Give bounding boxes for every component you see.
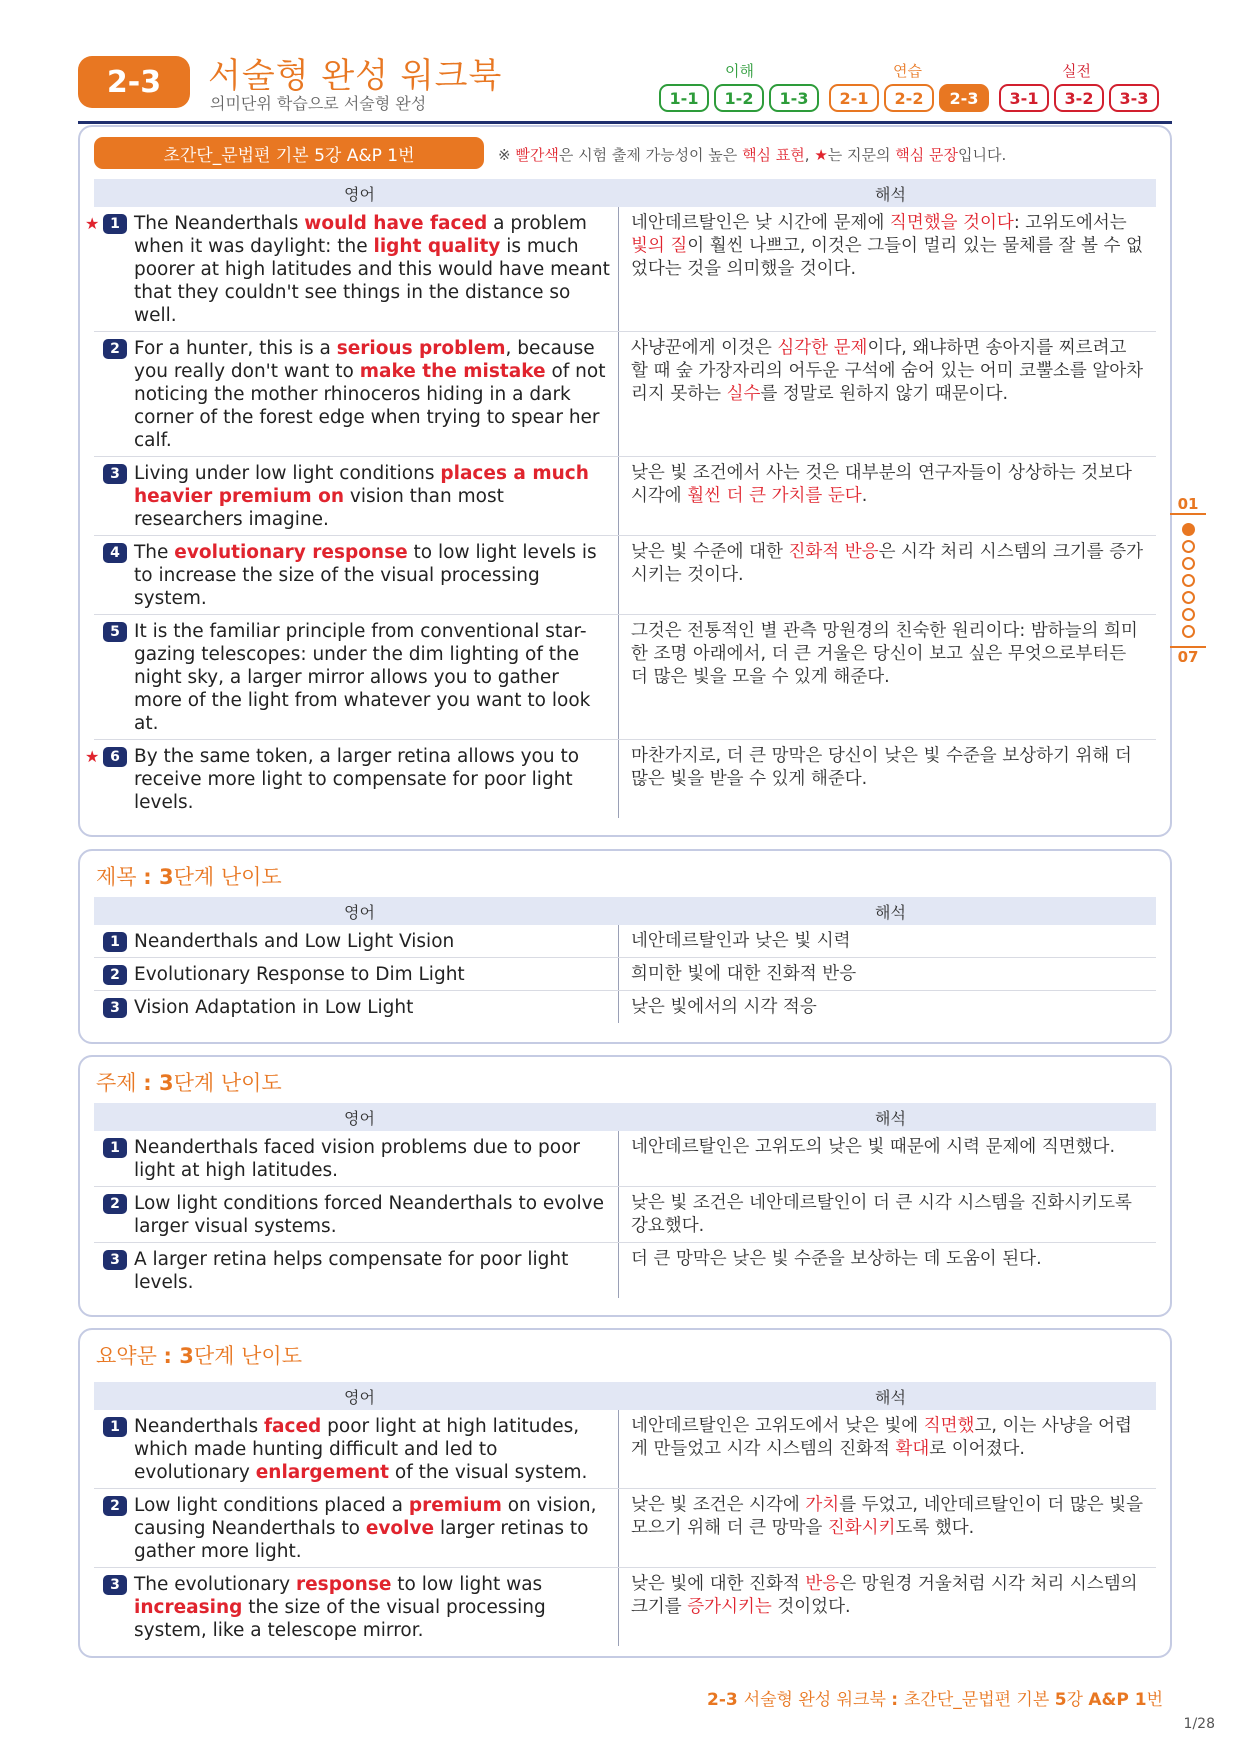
sentence-number-badge: 1	[103, 214, 127, 234]
sentence-text: By the same token, a larger retina allows you to receive more light to compensate for poor light levels.	[134, 746, 580, 813]
sentence-text: a problem when it was daylight: the	[134, 213, 587, 257]
sentence-text: on vision, causing Neanderthals to	[134, 1495, 597, 1539]
translation-text: 낮은 빛에 대한 진화적	[631, 1574, 806, 1594]
english-cell	[94, 332, 619, 456]
sentence-text: Living under low light conditions	[134, 463, 441, 484]
english-cell	[94, 615, 619, 739]
sentence-text: vision than most researchers imagine.	[134, 486, 504, 530]
korean-cell	[619, 457, 1156, 535]
progress-dot[interactable]	[1182, 523, 1195, 536]
key-expression: 직면했을 것이다	[889, 213, 1014, 233]
table-header	[94, 1103, 1156, 1131]
korean-cell	[619, 1243, 1156, 1298]
step-button-3-1[interactable]: 3-1	[999, 84, 1049, 112]
table-row	[94, 332, 1156, 457]
legend-note: ※ 빨간색은 시험 출제 가능성이 높은 핵심 표현, ★는 지문의 핵심 문장입니다.	[498, 146, 1007, 164]
step-button-3-2[interactable]: 3-2	[1054, 84, 1104, 112]
step-button-3-3[interactable]: 3-3	[1109, 84, 1159, 112]
sentence-number-badge: 2	[103, 1496, 127, 1516]
key-expression: serious problem	[336, 338, 506, 359]
section-heading: 제목 : 3단계 난이도	[96, 865, 282, 889]
key-expression: increasing	[134, 1597, 243, 1618]
translation-text: 희미한 빛에 대한 진화적 반응	[631, 964, 857, 984]
key-expression: 실수	[726, 384, 761, 404]
key-expression: light quality	[373, 236, 501, 257]
translation-text: .	[861, 486, 868, 506]
english-cell	[94, 1410, 619, 1488]
column-header-korean: 해석	[875, 1387, 906, 1407]
korean-cell	[619, 925, 1156, 957]
passage-section	[78, 125, 1172, 837]
key-expression: make the mistake	[359, 361, 546, 382]
sentence-number-badge: 2	[103, 965, 127, 985]
translation-text: 것이었다.	[771, 1597, 851, 1617]
english-cell	[94, 958, 619, 990]
translation-text: 낮은 빛 조건에서 사는 것은 대부분의 연구자들이 상상하는 것보다 시각에	[631, 463, 1132, 506]
key-expression: premium	[408, 1495, 502, 1516]
sentence-text: The	[134, 542, 175, 563]
key-expression: 증가시키는	[687, 1597, 772, 1617]
lesson-badge: 2-3	[78, 56, 190, 108]
key-expression: 확대	[895, 1439, 930, 1459]
key-expression: would have faced	[304, 213, 488, 234]
english-cell	[85, 207, 619, 331]
table-row	[94, 457, 1156, 536]
title-table	[94, 897, 1156, 1023]
progress-dot[interactable]	[1182, 574, 1195, 587]
translation-text: 사냥꾼에게 이것은	[631, 338, 778, 358]
sentence-number-badge: 3	[103, 464, 127, 484]
sentence-text: The evolutionary	[134, 1574, 297, 1595]
page-title: 서술형 완성 워크북	[208, 56, 503, 96]
sentence-text: It is the familiar principle from conventional star-gazing telescopes: under the dim lighting of the night sky, a larger mirror allows you to gather more of the light from whatever you want to look at.	[134, 621, 591, 734]
table-row	[94, 1489, 1156, 1568]
korean-cell	[619, 615, 1156, 739]
key-expression: evolve	[365, 1518, 435, 1539]
sentence-number-badge: 3	[103, 1575, 127, 1595]
translation-text: 이다, 왜냐하면 송아지를 찌르려고 할 때 숲 가장자리의 어두운 구석에 숨어 있는 어미 코뿔소를 알아차리지 못하는	[631, 338, 1144, 404]
korean-cell	[619, 332, 1156, 456]
table-row	[94, 991, 1156, 1023]
translation-text: 네안데르탈인은 고위도의 낮은 빛 때문에 시력 문제에 직면했다.	[631, 1137, 1116, 1157]
translation-text: : 고위도에서는	[1013, 213, 1127, 233]
progress-end-label: 07	[1170, 646, 1206, 666]
table-row	[94, 958, 1156, 991]
sentence-number-badge: 3	[103, 1250, 127, 1270]
translation-text: 은 망원경 거울처럼 시각 처리 시스템의 크기를	[631, 1574, 1138, 1617]
step-button-1-1[interactable]: 1-1	[659, 84, 709, 112]
translation-text: 고, 이는 사냥을 어렵게 만들었고 시각 시스템의 진화적	[631, 1416, 1132, 1459]
progress-dot[interactable]	[1182, 591, 1195, 604]
sentence-text: , because you really don't want to	[134, 338, 595, 382]
key-expression: faced	[264, 1416, 322, 1437]
key-expression: 직면했	[923, 1416, 975, 1436]
sentence-number-badge: 6	[103, 747, 127, 767]
english-cell	[94, 1568, 619, 1646]
sentence-text: Low light conditions forced Neanderthals to evolve larger visual systems.	[134, 1193, 605, 1237]
english-cell	[94, 457, 619, 535]
key-expression: 반응	[805, 1574, 840, 1594]
column-header-korean: 해석	[875, 184, 906, 204]
progress-dot[interactable]	[1182, 625, 1195, 638]
korean-cell	[619, 207, 1156, 331]
key-expression: response	[296, 1574, 392, 1595]
english-cell	[94, 925, 619, 957]
step-button-2-2[interactable]: 2-2	[884, 84, 934, 112]
sentence-text: is much poorer at high latitudes and this would have meant that they couldn't see things in the distance so well.	[134, 236, 610, 326]
column-header-english: 영어	[344, 1387, 375, 1407]
sentence-text: Neanderthals	[134, 1416, 264, 1437]
english-cell	[85, 740, 619, 818]
english-cell	[94, 1131, 619, 1186]
key-sentence-star-icon: ★	[85, 747, 100, 766]
table-header	[94, 897, 1156, 925]
progress-dot[interactable]	[1182, 608, 1195, 621]
sentence-number-badge: 3	[103, 998, 127, 1018]
summary-table	[94, 1382, 1156, 1646]
table-row	[94, 536, 1156, 615]
page-number: 1/28	[1183, 1716, 1215, 1732]
title-rows	[94, 925, 1156, 1023]
summary-section	[78, 1328, 1172, 1658]
sentence-text: For a hunter, this is a	[134, 338, 337, 359]
table-row	[94, 1243, 1156, 1298]
english-cell	[94, 1243, 619, 1298]
page-subtitle: 의미단위 학습으로 서술형 완성	[210, 94, 427, 113]
translation-text: 은 시각 처리 시스템의 크기를 증가시키는 것이다.	[631, 542, 1144, 585]
key-expression: 진화적 반응	[788, 542, 879, 562]
sentence-text: to low light levels is to increase the size of the visual processing system.	[134, 542, 597, 609]
column-header-english: 영어	[344, 902, 375, 922]
korean-cell	[619, 1187, 1156, 1242]
translation-text: 를 정말로 원하지 않기 때문이다.	[760, 384, 1009, 404]
korean-cell	[619, 1568, 1156, 1646]
table-header	[94, 1382, 1156, 1410]
sentence-text: the size of the visual processing system, like a telescope mirror.	[134, 1597, 546, 1641]
english-cell	[94, 536, 619, 614]
table-row	[94, 1187, 1156, 1243]
topic-rows	[94, 1131, 1156, 1298]
header-divider	[78, 121, 1172, 124]
sentence-number-badge: 5	[103, 622, 127, 642]
lesson-label-pill: 초간단_문법편 기본 5강 A&P 1번	[94, 137, 484, 169]
group-label-real: 실전	[1062, 62, 1091, 80]
topic-table	[94, 1103, 1156, 1298]
title-section	[78, 849, 1172, 1044]
korean-cell	[619, 536, 1156, 614]
translation-text: 그것은 전통적인 별 관측 망원경의 친숙한 원리이다: 밤하늘의 희미한 조명 아래에서, 더 큰 거울은 당신이 보고 싶은 무엇으로부터든 더 많은 빛을 모을 수 있게 해준다.	[631, 621, 1138, 687]
key-expression: 훨씬 더 큰 가치를 둔다	[687, 486, 862, 506]
sentence-number-badge: 2	[103, 1194, 127, 1214]
key-expression: enlargement	[255, 1462, 390, 1483]
korean-cell	[619, 991, 1156, 1023]
progress-dot[interactable]	[1182, 540, 1195, 553]
korean-cell	[619, 1131, 1156, 1186]
translation-text: 네안데르탈인은 낮 시간에 문제에	[631, 213, 890, 233]
sentence-number-badge: 1	[103, 1138, 127, 1158]
sentence-text: Evolutionary Response to Dim Light	[134, 964, 465, 985]
sentence-number-badge: 1	[103, 1417, 127, 1437]
footer-caption: 2-3 서술형 완성 워크북 : 초간단_문법편 기본 5강 A&P 1번	[707, 1690, 1163, 1710]
translation-text: 도록 했다.	[895, 1518, 975, 1538]
table-row	[94, 615, 1156, 740]
sentence-text: Neanderthals faced vision problems due to poor light at high latitudes.	[134, 1137, 581, 1181]
step-button-1-3[interactable]: 1-3	[769, 84, 819, 112]
column-header-korean: 해석	[875, 1108, 906, 1128]
translation-text: 마찬가지로, 더 큰 망막은 당신이 낮은 빛 수준을 보상하기 위해 더 많은 빛을 받을 수 있게 해준다.	[631, 746, 1132, 789]
section-heading: 주제 : 3단계 난이도	[96, 1071, 282, 1095]
translation-text: 낮은 빛에서의 시각 적응	[631, 997, 817, 1017]
sentence-text: A larger retina helps compensate for poor light levels.	[134, 1249, 569, 1293]
page-progress-nav	[1170, 495, 1206, 666]
sentence-text: Vision Adaptation in Low Light	[134, 997, 414, 1018]
translation-text: 로 이어졌다.	[929, 1439, 1025, 1459]
translation-text: 낮은 빛 조건은 네안데르탈인이 더 큰 시각 시스템을 진화시키도록 강요했다.	[631, 1193, 1132, 1236]
table-row	[85, 740, 1156, 818]
column-header-english: 영어	[344, 184, 375, 204]
group-label-practice: 연습	[893, 62, 922, 80]
sentence-text: larger retinas to gather more light.	[134, 1518, 589, 1562]
translation-text: 낮은 빛 수준에 대한	[631, 542, 789, 562]
key-expression: 가치	[805, 1495, 840, 1515]
progress-start-label: 01	[1170, 495, 1206, 515]
korean-cell	[619, 1489, 1156, 1567]
english-cell	[94, 991, 619, 1023]
key-expression: 진화시키	[827, 1518, 896, 1538]
key-expression: places a much heavier premium on	[134, 463, 589, 507]
table-row	[94, 925, 1156, 958]
sentence-number-badge: 2	[103, 339, 127, 359]
sentence-text: Low light conditions placed a	[134, 1495, 409, 1516]
translation-text: 네안데르탈인은 고위도에서 낮은 빛에	[631, 1416, 924, 1436]
topic-section	[78, 1055, 1172, 1317]
korean-cell	[619, 958, 1156, 990]
table-row	[94, 1131, 1156, 1187]
group-label-understand: 이해	[725, 62, 754, 80]
korean-cell	[619, 1410, 1156, 1488]
sentence-text: of the visual system.	[389, 1462, 588, 1483]
sentence-number-badge: 1	[103, 932, 127, 952]
translation-text: 더 큰 망막은 낮은 빛 수준을 보상하는 데 도움이 된다.	[631, 1249, 1042, 1269]
sentence-text: to low light was	[391, 1574, 543, 1595]
progress-dots	[1170, 515, 1206, 646]
key-expression: evolutionary response	[174, 542, 408, 563]
english-cell	[94, 1187, 619, 1242]
sentence-text: of not noticing the mother rhinoceros hiding in a dark corner of the forest edge when trying to spear her calf.	[134, 361, 606, 451]
table-row	[94, 1410, 1156, 1489]
key-expression: 심각한 문제	[777, 338, 868, 358]
sentence-text: Neanderthals and Low Light Vision	[134, 931, 455, 952]
passage-table	[85, 179, 1156, 818]
table-row	[94, 1568, 1156, 1646]
sentence-text: poor light at high latitudes, which made hunting difficult and led to evolutionary	[134, 1416, 580, 1483]
summary-rows	[94, 1410, 1156, 1646]
table-row	[85, 207, 1156, 332]
sentence-number-badge: 4	[103, 543, 127, 563]
sentence-text: The Neanderthals	[134, 213, 305, 234]
table-header	[94, 179, 1156, 207]
progress-dot[interactable]	[1182, 557, 1195, 570]
column-header-korean: 해석	[875, 902, 906, 922]
step-button-2-3[interactable]: 2-3	[939, 84, 989, 112]
translation-text: 이 훨씬 나쁘고, 이것은 그들이 멀리 있는 물체를 잘 볼 수 없었다는 것을 의미했을 것이다.	[631, 236, 1143, 279]
step-button-1-2[interactable]: 1-2	[714, 84, 764, 112]
section-heading: 요약문 : 3단계 난이도	[96, 1344, 302, 1368]
step-button-2-1[interactable]: 2-1	[829, 84, 879, 112]
translation-text: 낮은 빛 조건은 시각에	[631, 1495, 806, 1515]
passage-rows	[85, 207, 1156, 818]
key-expression: 빛의 질	[631, 236, 688, 256]
korean-cell	[619, 740, 1156, 818]
key-sentence-star-icon: ★	[85, 214, 100, 233]
translation-text: 네안데르탈인과 낮은 빛 시력	[631, 931, 851, 951]
english-cell	[94, 1489, 619, 1567]
column-header-english: 영어	[344, 1108, 375, 1128]
translation-text: 를 두었고, 네안데르탈인이 더 많은 빛을 모으기 위해 더 큰 망막을	[631, 1495, 1144, 1538]
